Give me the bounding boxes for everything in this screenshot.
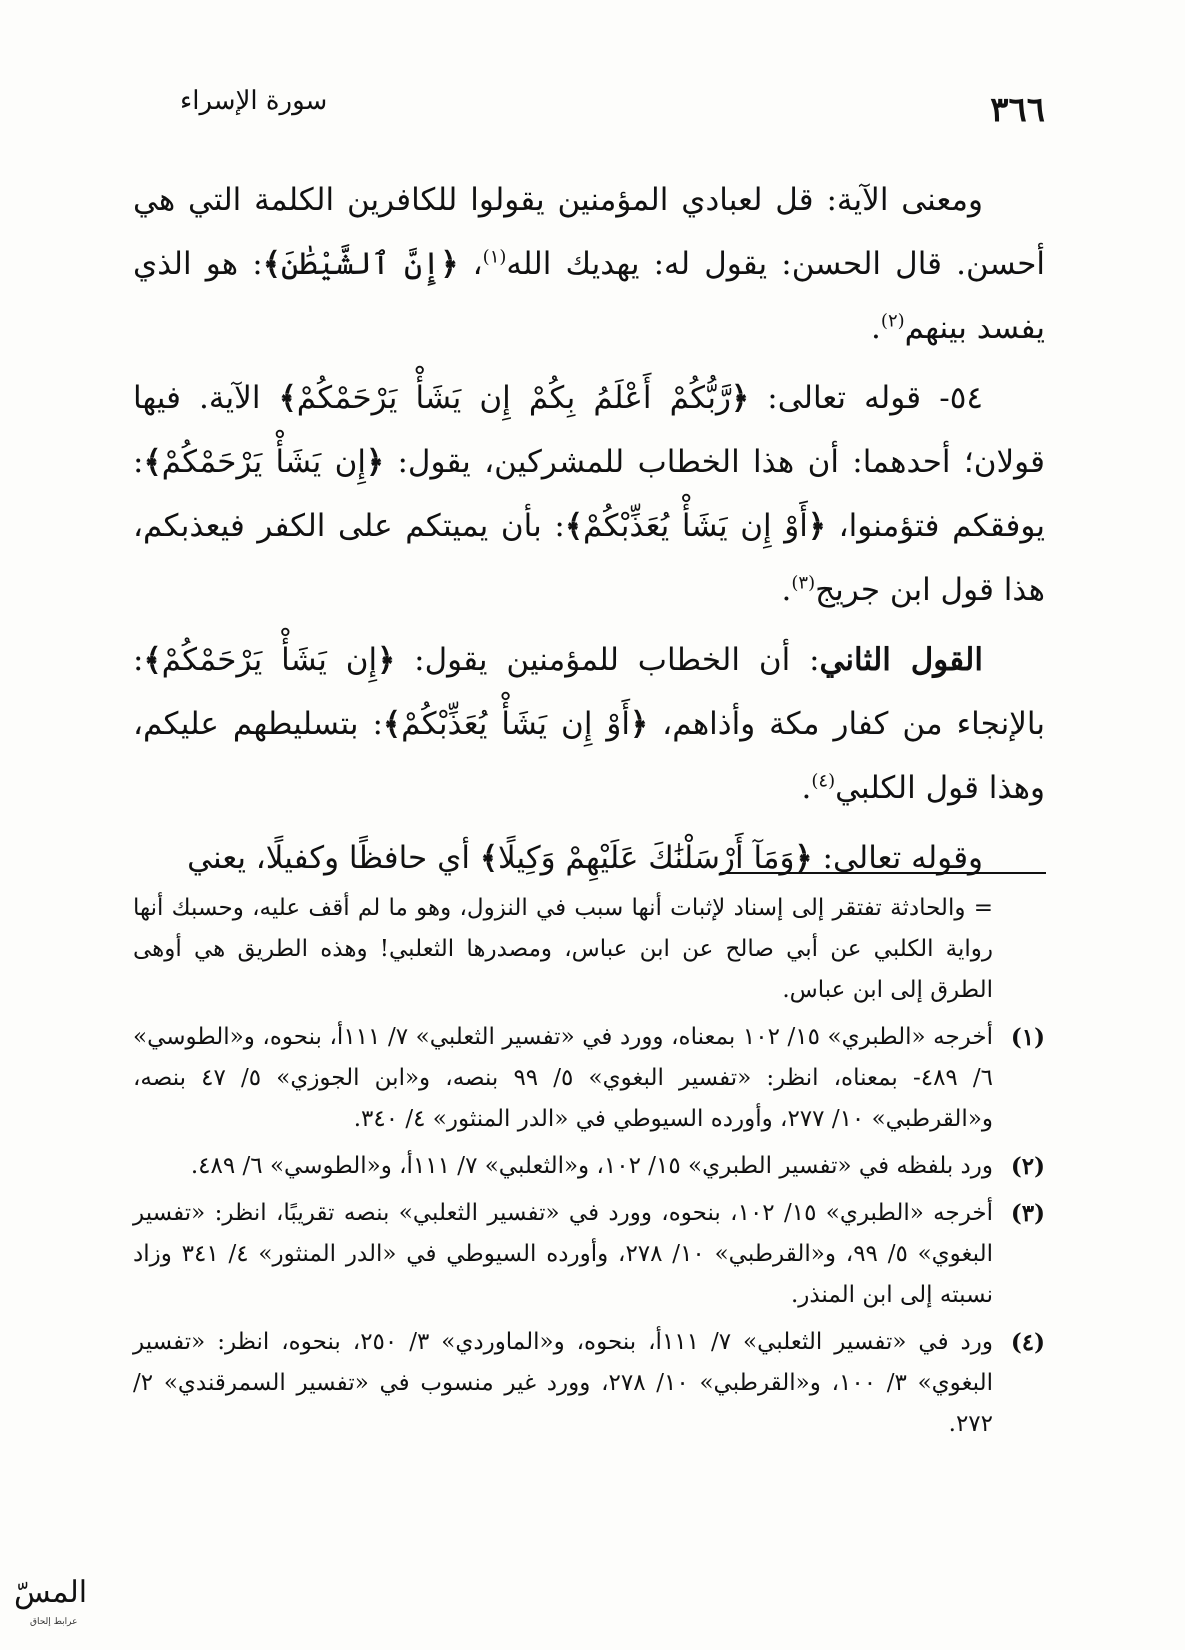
text: أي حافظًا وكفيلًا، يعني bbox=[187, 840, 480, 876]
footnote-continuation: = والحادثة تفتقر إلى إسناد لإثبات أنها سبب في النزول، وهو ما لم أقف عليه، وحسبك أنها رواية الكلبي عن أبي صالح عن ابن عباس، ومصدرها الثعلبي! وهذه الطريق هي أوهى الطرق إلى ابن عباس. bbox=[133, 895, 993, 1003]
paragraph-4 bbox=[133, 826, 1045, 890]
text: ، bbox=[458, 246, 483, 282]
page-header bbox=[140, 78, 1045, 138]
text: . bbox=[801, 770, 812, 806]
quran-open-bracket: ﴿ bbox=[365, 444, 385, 480]
quran-open-bracket: ﴿ bbox=[630, 706, 649, 742]
text: . bbox=[871, 310, 881, 346]
footnote-ref-3[interactable]: (٣) bbox=[791, 572, 816, 594]
footnote-4 bbox=[133, 1322, 1045, 1445]
publisher-logo bbox=[10, 1565, 90, 1635]
footnote-3 bbox=[133, 1193, 1045, 1316]
quran-quote: رَّبُّكُمْ أَعْلَمُ بِكُمْ إِن يَشَأْ يَرْحَمْكُمْ bbox=[296, 380, 731, 416]
text: : يوفقكم فتؤمنوا، bbox=[133, 444, 1045, 544]
section-label: القول الثاني bbox=[819, 642, 983, 678]
text: الآية. فيها قولان؛ أحدهما: أن هذا الخطاب للمشركين، يقول: bbox=[133, 380, 1045, 480]
quran-close-bracket: ﴾ bbox=[143, 444, 162, 480]
footnote-number: (١) bbox=[1010, 1024, 1045, 1051]
text: : بأن يميتكم على الكفر فيعذبكم، هذا قول ابن جريج bbox=[133, 508, 1045, 608]
quran-close-bracket: ﴾ bbox=[262, 246, 281, 282]
footnote-ref-4[interactable]: (٤) bbox=[811, 770, 836, 792]
quran-open-bracket: ﴿ bbox=[807, 508, 827, 544]
quran-close-bracket: ﴾ bbox=[278, 380, 297, 416]
paragraph-3 bbox=[133, 628, 1045, 820]
footnote-text: ورد في «تفسير الثعلبي» ٧/ ١١١أ، بنحوه، و«الماوردي» ٣/ ٢٥٠، بنحوه، انظر: «تفسير البغوي» ٣/ ١٠٠، و«القرطبي» ١٠/ ٢٧٨، وورد غير منسوب في «تفسير السمرقندي» ٢/ ٢٧٢. bbox=[133, 1329, 993, 1437]
quran-open-bracket: ﴿ bbox=[440, 246, 459, 282]
footnote-ref-2[interactable]: (٢) bbox=[880, 310, 905, 332]
footnote-ref-1[interactable]: (١) bbox=[482, 246, 507, 268]
paragraph-1 bbox=[133, 168, 1045, 360]
logo-subtext: عرابط إلحاق bbox=[30, 1617, 78, 1627]
footnote-text: أخرجه «الطبري» ١٥/ ١٠٢، بنحوه، وورد في «تفسير الثعلبي» بنصه تقريبًا، انظر: «تفسير البغوي» ٥/ ٩٩، و«القرطبي» ١٠/ ٢٧٨، وأورده السيوطي في «الدر المنثور» ٤/ ٣٤١ وزاد نسبته إلى ابن المنذر. bbox=[133, 1200, 993, 1308]
quran-close-bracket: ﴾ bbox=[382, 706, 402, 742]
quran-quote: أَوْ إِن يَشَأْ يُعَذِّبْكُمْ bbox=[401, 706, 631, 742]
text: ٥٤- قوله تعالى: bbox=[749, 380, 983, 416]
logo-text: المسّ bbox=[14, 1575, 88, 1610]
footnote-2 bbox=[133, 1146, 1045, 1187]
quran-quote: إِن يَشَأْ يَرْحَمْكُمْ bbox=[161, 642, 378, 678]
footnote-number: (٤) bbox=[1010, 1329, 1045, 1356]
text: : أن الخطاب للمؤمنين يقول: bbox=[395, 642, 820, 678]
paragraph-2 bbox=[133, 366, 1045, 622]
footnote-divider bbox=[720, 872, 1046, 874]
footnote-text: أخرجه «الطبري» ١٥/ ١٠٢ بمعناه، وورد في «تفسير الثعلبي» ٧/ ١١١أ، بنحوه، و«الطوسي» ٦/ ٤٨٩- بمعناه، انظر: «تفسير البغوي» ٥/ ٩٩ بنصه، و«ابن الجوزي» ٥/ ٤٧ بنصه، و«القرطبي» ١٠/ ٢٧٧، وأورده السيوطي في «الدر المنثور» ٤/ ٣٤٠. bbox=[133, 1024, 994, 1132]
quran-close-bracket: ﴾ bbox=[564, 508, 584, 544]
page-number: ٣٦٦ bbox=[990, 90, 1045, 130]
running-title: سورة الإسراء bbox=[180, 86, 328, 116]
text: : بتسليطهم عليكم، وهذا قول الكلبي bbox=[133, 706, 1045, 806]
text: وقوله تعالى: bbox=[812, 840, 983, 876]
footnote-text: ورد بلفظه في «تفسير الطبري» ١٥/ ١٠٢، و«الثعلبي» ٧/ ١١١أ، و«الطوسي» ٦/ ٤٨٩. bbox=[190, 1153, 993, 1179]
main-text bbox=[133, 168, 1045, 890]
quran-close-bracket: ﴾ bbox=[143, 642, 162, 678]
quran-quote: إِن يَشَأْ يَرْحَمْكُمْ bbox=[161, 444, 366, 480]
footnote-1 bbox=[133, 1017, 1045, 1140]
footnotes bbox=[133, 888, 1045, 1451]
footnote-number: (٣) bbox=[1010, 1200, 1045, 1227]
footnote-number: (٢) bbox=[1010, 1153, 1045, 1180]
quran-open-bracket: ﴿ bbox=[794, 840, 813, 876]
text: . bbox=[781, 572, 792, 608]
text: ومعنى الآية: قل لعبادي المؤمنين يقولوا للكافرين الكلمة التي هي أحسن. قال الحسن: يقول له: يهديك الله bbox=[133, 182, 1045, 282]
quran-open-bracket: ﴿ bbox=[377, 642, 396, 678]
quran-quote: إِنَّ ٱلشَّيْطَٰنَ bbox=[280, 246, 441, 282]
text: : هو الذي يفسد بينهم bbox=[133, 246, 1045, 346]
quran-quote: أَوْ إِن يَشَأْ يُعَذِّبْكُمْ bbox=[583, 508, 808, 544]
quran-quote: وَمَآ أَرْسَلْنَٰكَ عَلَيْهِمْ وَكِيلًا bbox=[497, 840, 795, 876]
quran-open-bracket: ﴿ bbox=[730, 380, 750, 416]
quran-close-bracket: ﴾ bbox=[479, 840, 498, 876]
text: : بالإنجاء من كفار مكة وأذاهم، bbox=[133, 642, 1045, 742]
